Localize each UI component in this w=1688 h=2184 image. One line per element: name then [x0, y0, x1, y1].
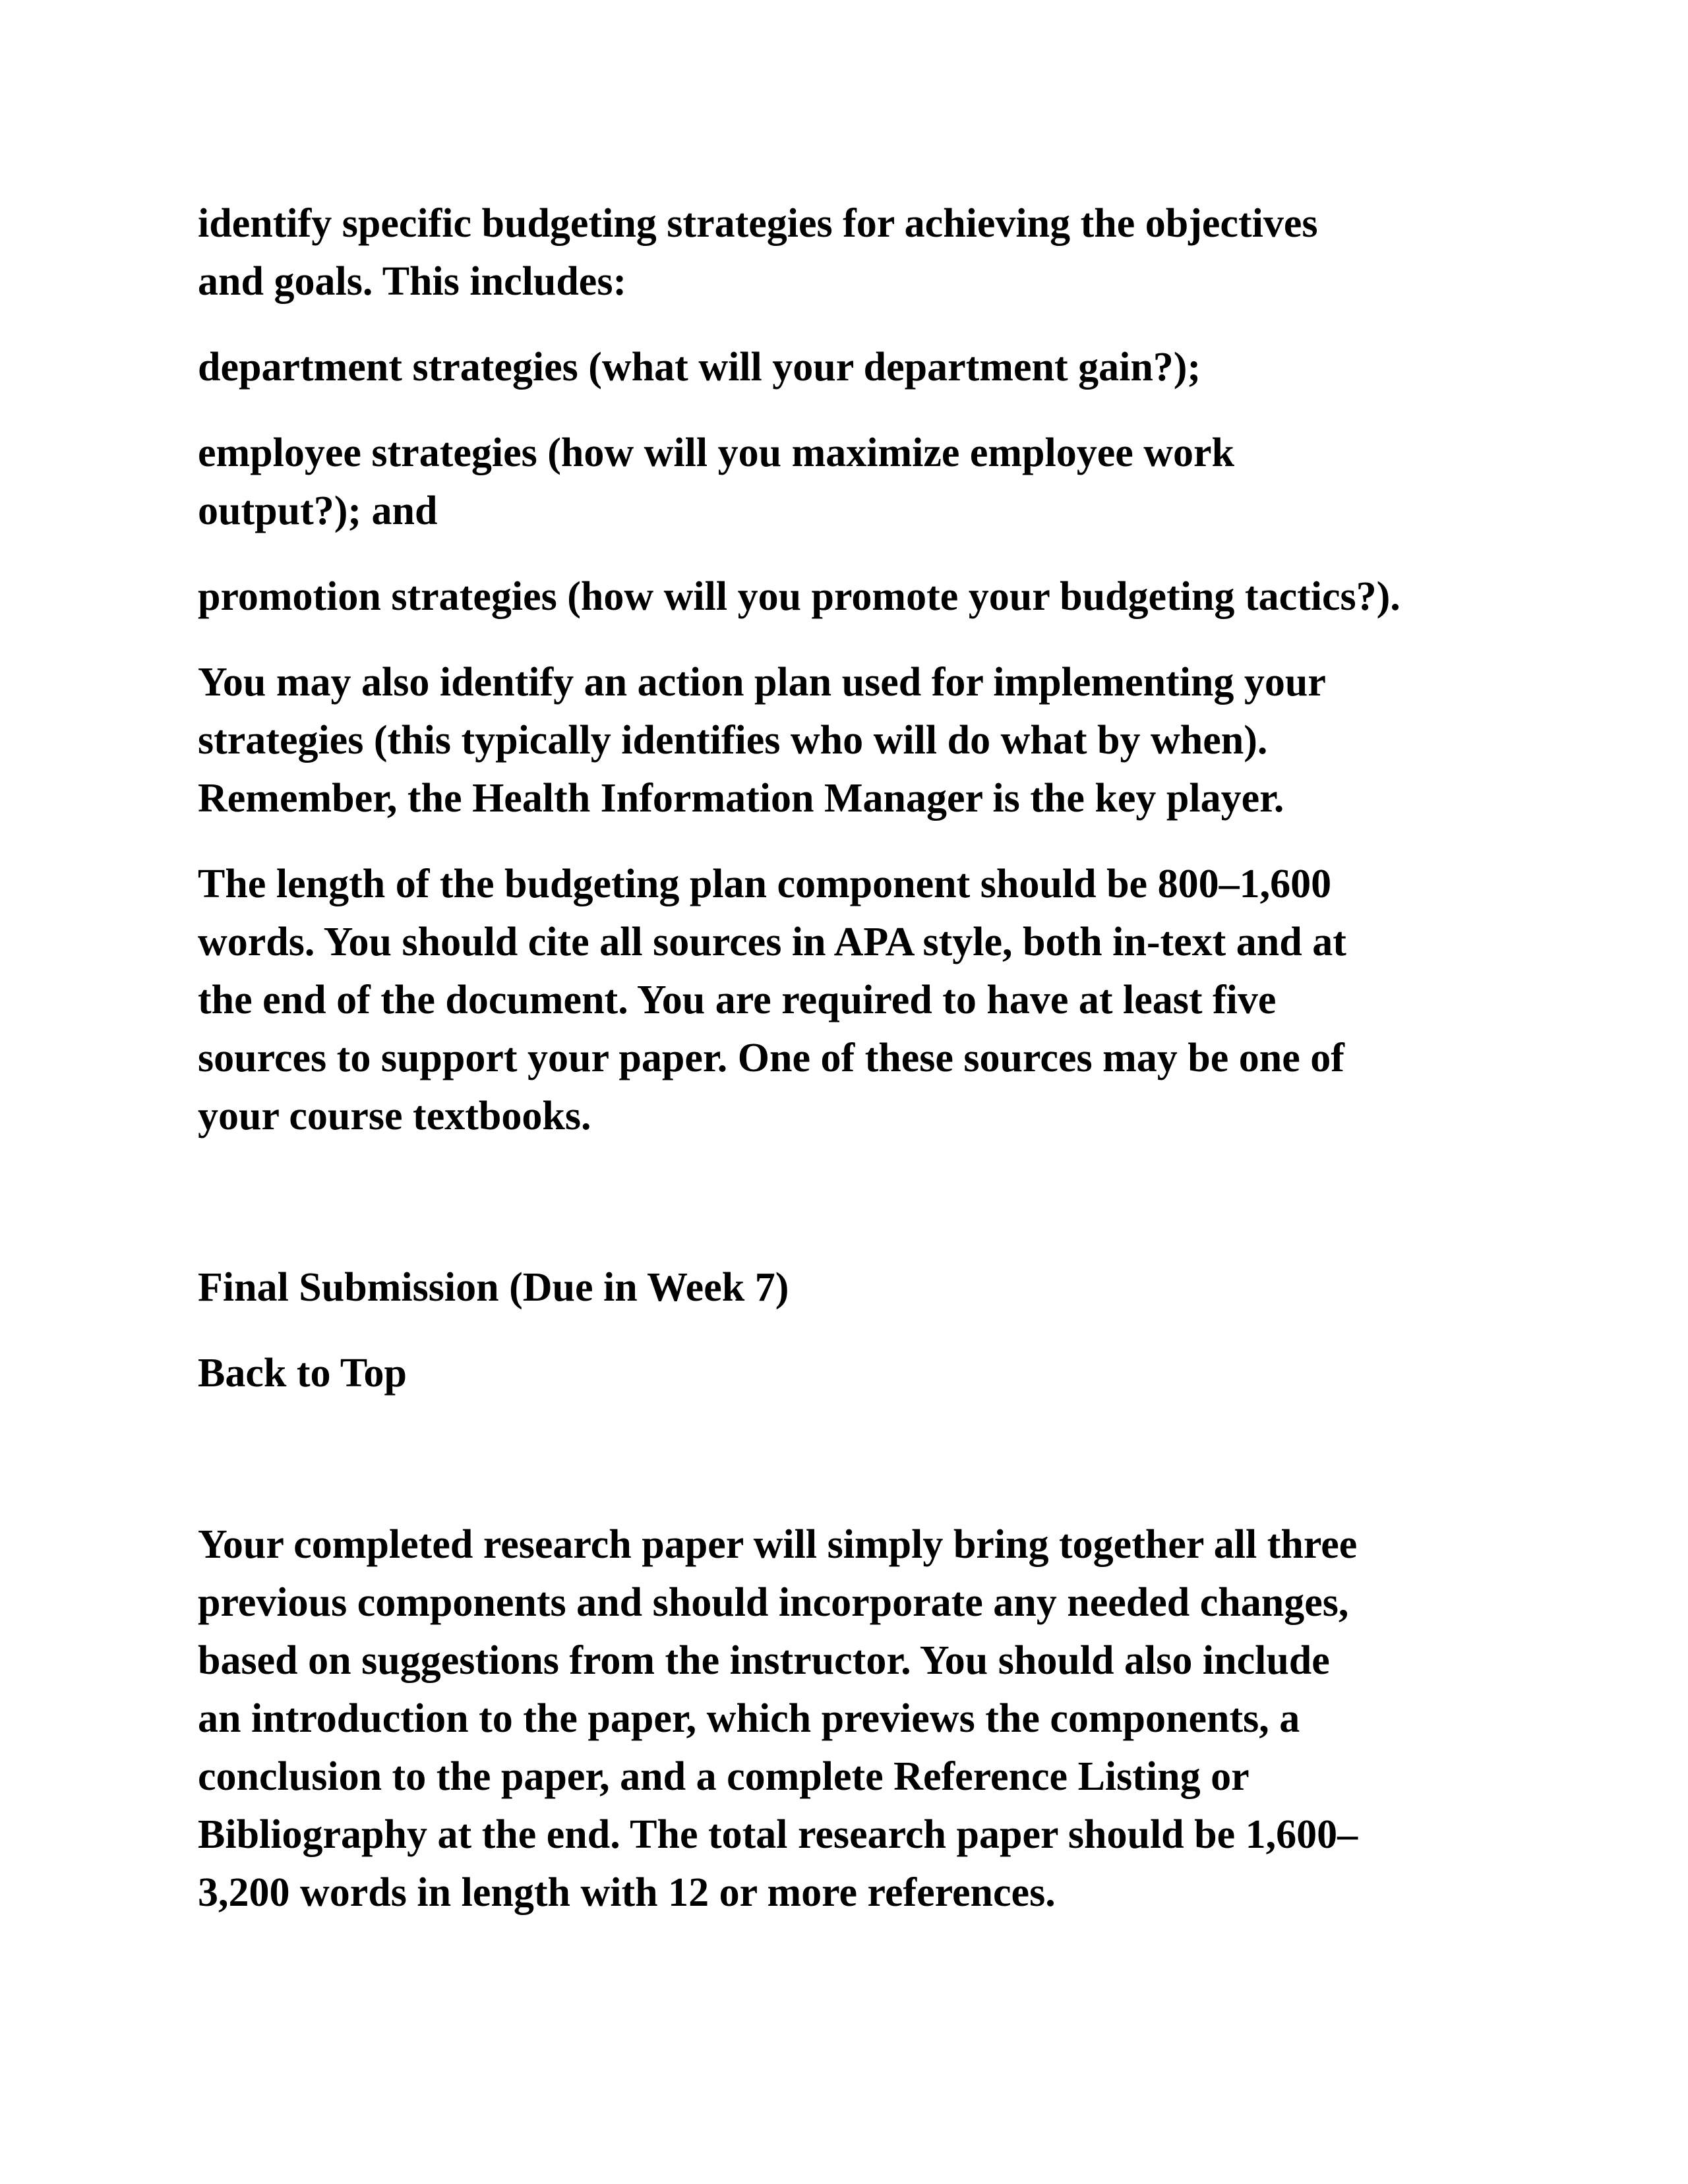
paragraph-length-requirements: The length of the budgeting plan component should be 800–1,600 words. You should cite all sources in APA style, both in-text and at the end of the document. You are required to have at least five sources to support your paper. One of these sources may be one of your course textbooks.: [198, 862, 1346, 1138]
paragraph-employee-strategies: employee strategies (how will you maximize employee work output?); and: [198, 430, 1235, 533]
paragraph-action-plan: You may also identify an action plan used for implementing your strategies (this typically identifies who will do what by when). Remember, the Health Information Manager is the key player.: [198, 660, 1326, 821]
spacer: [198, 1430, 1523, 1516]
document-body: [198, 194, 1523, 1949]
paragraph-promotion-strategies: promotion strategies (how will you promote your budgeting tactics?).: [198, 574, 1401, 619]
back-to-top-link[interactable]: Back to Top: [198, 1351, 407, 1396]
spacer: [198, 1173, 1523, 1258]
section-heading-final-submission: Final Submission (Due in Week 7): [198, 1265, 789, 1310]
paragraph-final-submission: Your completed research paper will simply bring together all three previous components and should incorporate any needed changes, based on suggestions from the instructor. You should also include an introduction to the paper, which previews the components, a conclusion to the paper, and a complete Reference Listing or Bibliography at the end. The total research paper should be 1,600– 3,200 words in length with 12 or more references.: [198, 1522, 1358, 1915]
paragraph-budgeting-strategies: identify specific budgeting strategies for achieving the objectives and goals. This includes:: [198, 201, 1318, 304]
paragraph-department-strategies: department strategies (what will your department gain?);: [198, 345, 1201, 390]
